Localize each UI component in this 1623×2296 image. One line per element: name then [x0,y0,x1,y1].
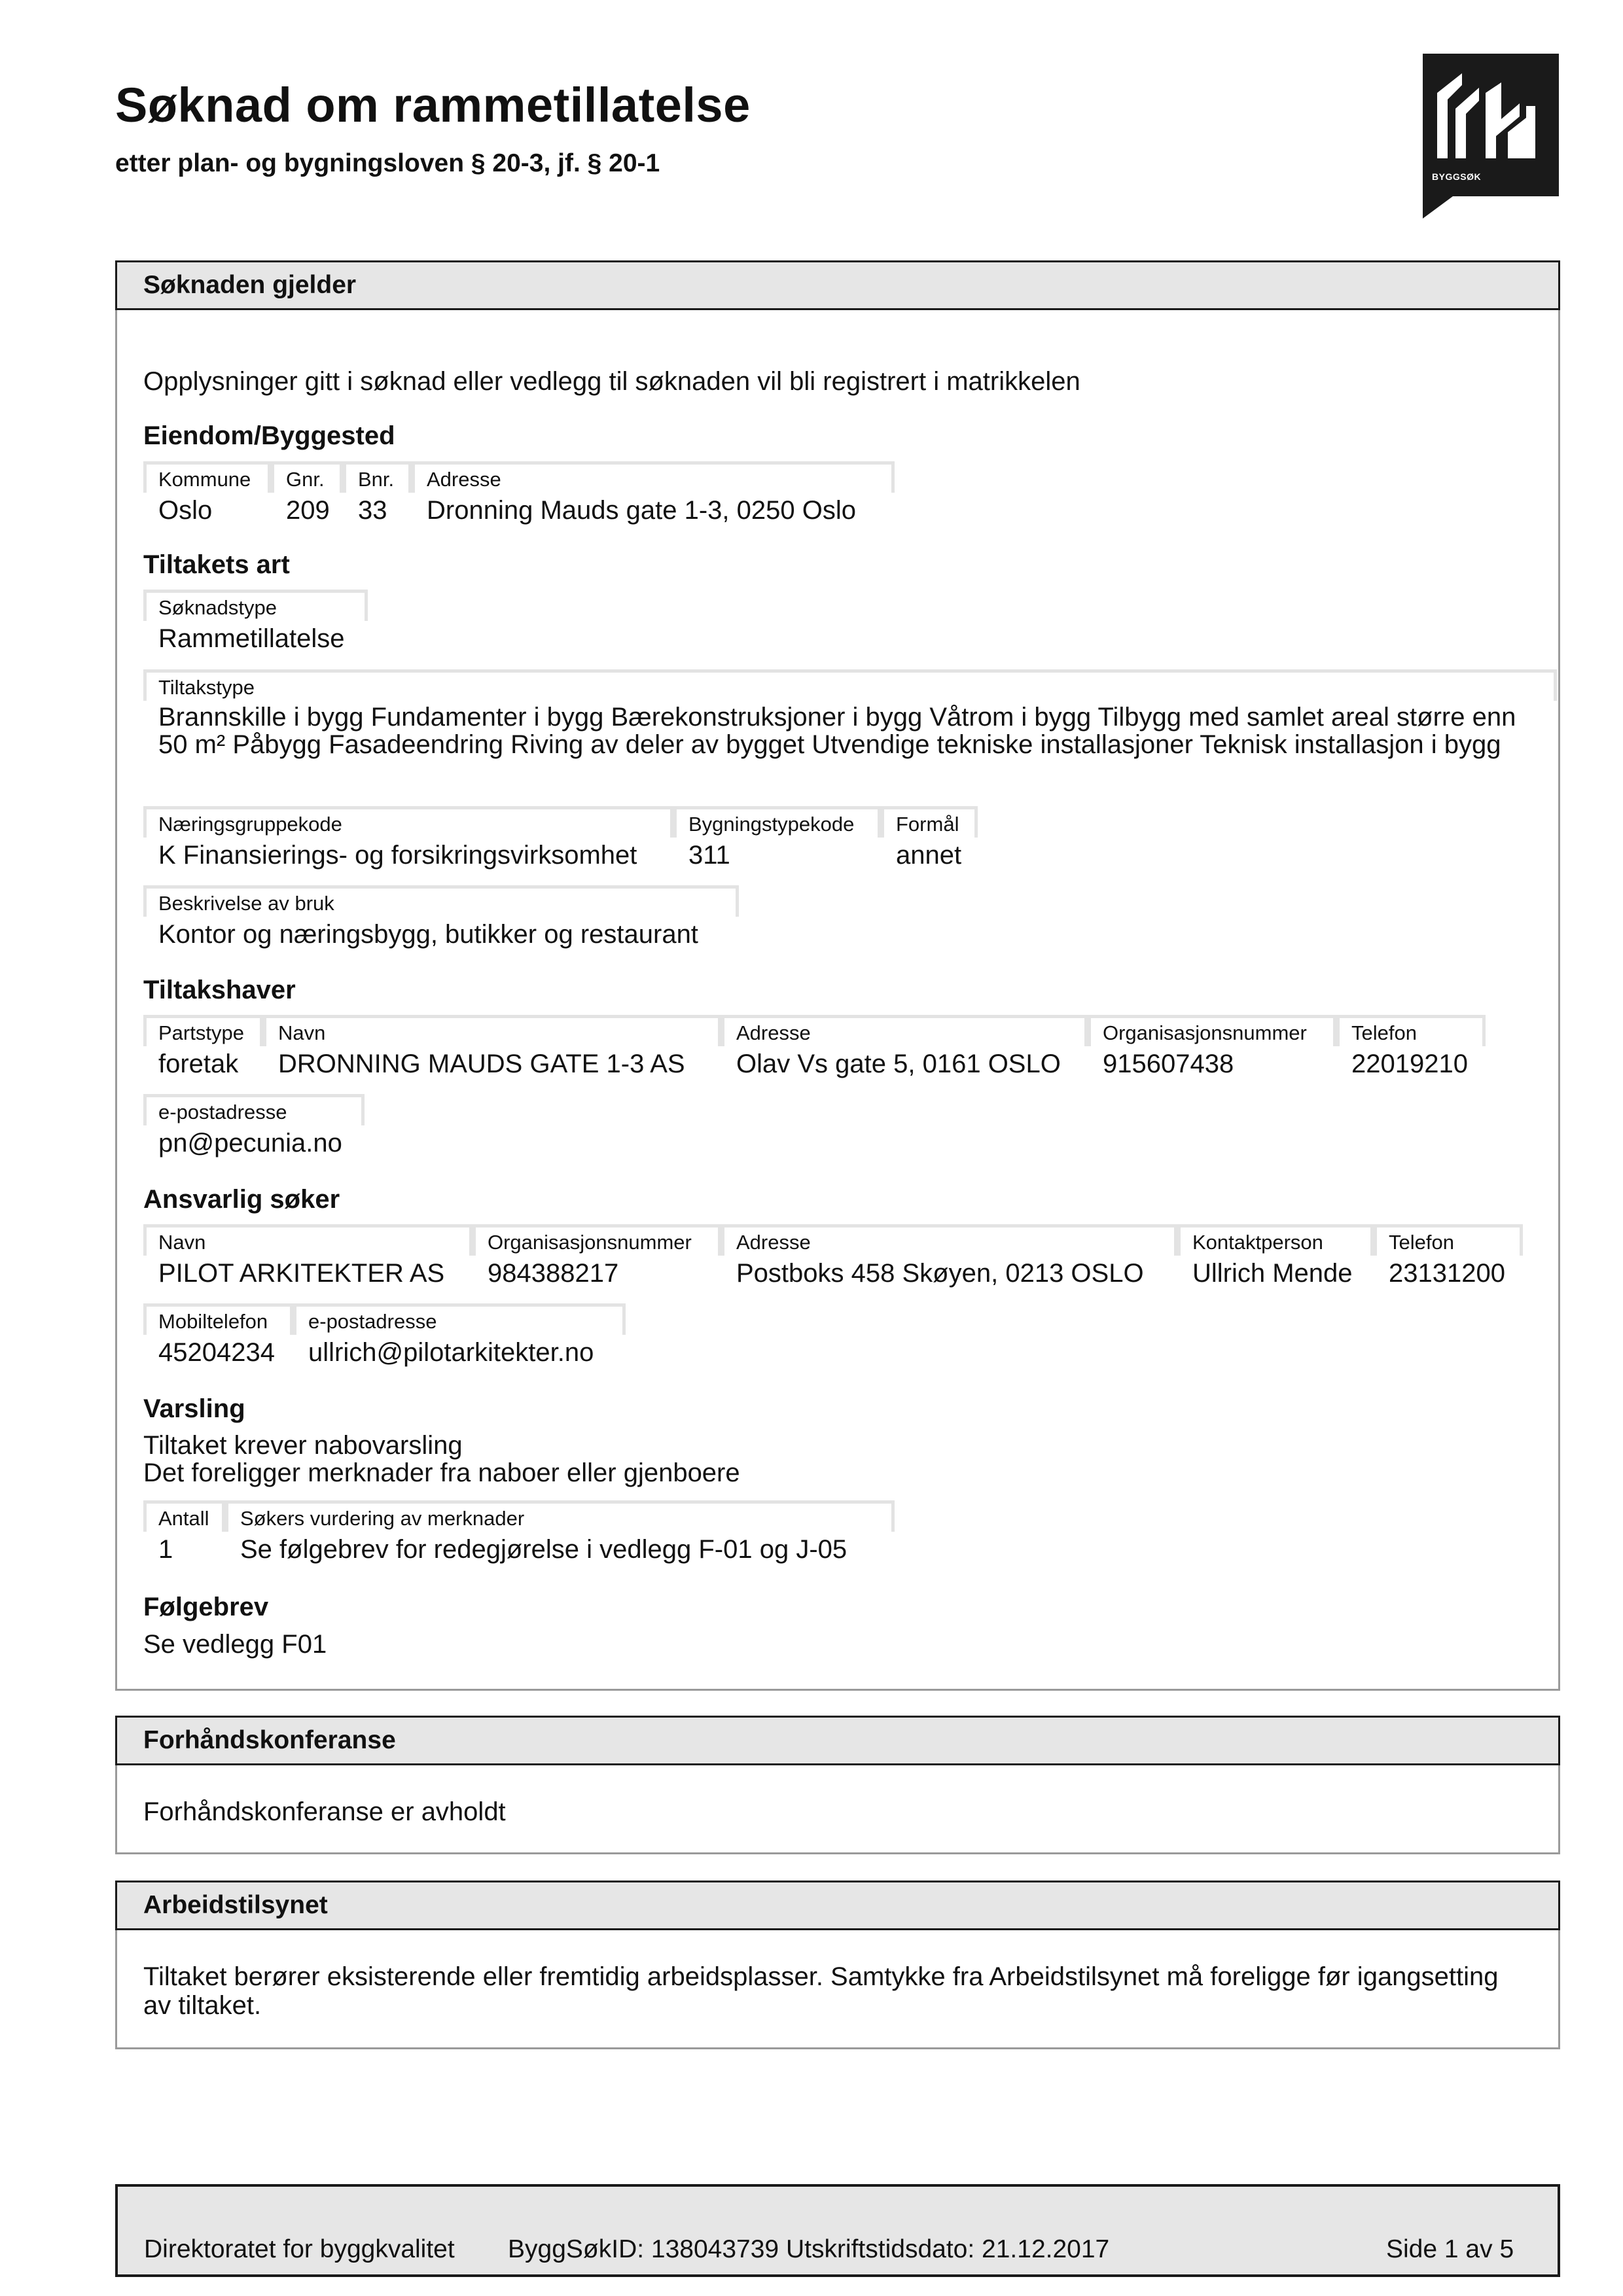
tiltakstype-field [143,669,1557,758]
field-value: PILOT ARKITEKTER AS [158,1259,445,1288]
field-value: Se følgebrev for redegjørelse i vedlegg F-01 og J-05 [240,1535,847,1564]
field-value: Ullrich Mende [1192,1259,1353,1288]
soker-epost-field [293,1303,626,1368]
antall-field [143,1500,225,1564]
bnr-field [343,461,412,525]
gnr-field [271,461,343,525]
forhandskonferanse-text: Forhåndskonferanse er avholdt [143,1797,506,1826]
field-value: DRONNING MAUDS GATE 1-3 AS [278,1050,685,1078]
field-label: Kontaktperson [1177,1224,1374,1256]
field-value: Brannskille i bygg Fundamenter i bygg Bærekonstruksjoner i bygg Våtrom i bygg Tilbygg med samlet areal større enn 50 m² Påbygg Fasadeendring Riving av deler av bygget Utvendige tekniske installasjoner Teknisk installasjon i bygg [158,703,1516,759]
ansvarlig-soker-title: Ansvarlig søker [143,1185,340,1214]
field-value: 1 [158,1535,173,1564]
soker-adresse-field [721,1224,1177,1288]
beskrivelse-field [143,885,739,949]
section-forhandskonferanse [115,1716,1560,1854]
tiltakshaver-navn-field [263,1015,721,1079]
field-label: Adresse [721,1015,1088,1046]
bygningstypekode-field [673,806,881,870]
kommune-field [143,461,271,525]
field-label: Kommune [143,461,271,493]
field-label: Mobiltelefon [143,1303,293,1335]
varsling-line2: Det foreligger merknader fra naboer eller gjenboere [143,1458,740,1487]
field-value: ullrich@pilotarkitekter.no [308,1338,594,1367]
field-label: Organisasjonsnummer [473,1224,721,1256]
field-label: Adresse [721,1224,1177,1256]
partstype-field [143,1015,263,1079]
tiltakets-art-title: Tiltakets art [143,550,290,579]
naeringsgruppekode-field [143,806,673,870]
byggsok-logo [1423,54,1559,196]
section-soknaden-gjelder [115,260,1560,1691]
footer-page: Side 1 av 5 [1386,2235,1514,2263]
field-label: Søknadstype [143,590,368,621]
field-label: Partstype [143,1015,263,1046]
section-heading: Forhåndskonferanse [115,1716,1560,1765]
field-value: 311 [688,841,730,870]
soker-telefon-field [1374,1224,1523,1288]
field-value: Kontor og næringsbygg, butikker og restaurant [158,920,698,949]
field-label: Adresse [412,461,895,493]
section-heading: Arbeidstilsynet [115,1881,1560,1930]
field-value: Rammetillatelse [158,624,345,653]
field-label: Telefon [1336,1015,1486,1046]
adresse-field [412,461,895,525]
formal-field [881,806,978,870]
field-value: 23131200 [1389,1259,1505,1288]
soker-mobil-field [143,1303,293,1368]
tiltakshaver-title: Tiltakshaver [143,976,296,1004]
field-label: Søkers vurdering av merknader [225,1500,895,1532]
arbeidstilsynet-text: Tiltaket berører eksisterende eller fremtidig arbeidsplasser. Samtykke fra Arbeidstilsynet må foreligge før igangsetting av tiltaket. [143,1962,1499,2020]
logo-text: BYGGSØK [1432,171,1482,182]
field-value: 915607438 [1103,1050,1234,1078]
field-label: Antall [143,1500,225,1532]
varsling-title: Varsling [143,1394,245,1423]
field-label: Beskrivelse av bruk [143,885,739,917]
field-value: 984388217 [488,1259,619,1288]
field-label: Næringsgruppekode [143,806,673,838]
eiendom-title: Eiendom/Byggested [143,421,395,450]
field-label: Navn [263,1015,721,1046]
field-label: Organisasjonsnummer [1088,1015,1336,1046]
folgebrev-text: Se vedlegg F01 [143,1630,327,1659]
section-heading: Søknaden gjelder [115,260,1560,310]
footer-id: ByggSøkID: 138043739 Utskriftstidsdato: 21.12.2017 [508,2235,1110,2263]
field-label: e-postadresse [293,1303,626,1335]
soker-navn-field [143,1224,473,1288]
field-value: 45204234 [158,1338,275,1367]
field-label: Navn [143,1224,473,1256]
tiltakshaver-orgnr-field [1088,1015,1336,1079]
field-value: Postboks 458 Skøyen, 0213 OSLO [736,1259,1144,1288]
field-label: Telefon [1374,1224,1523,1256]
page-footer [115,2184,1560,2277]
tiltakshaver-adresse-field [721,1015,1088,1079]
page-subtitle: etter plan- og bygningsloven § 20-3, jf. § 20-1 [115,149,660,177]
field-label: Bnr. [343,461,412,493]
folgebrev-title: Følgebrev [143,1593,269,1621]
field-value: 209 [286,496,330,525]
soker-kontakt-field [1177,1224,1374,1288]
field-value: foretak [158,1050,239,1078]
varsling-line1: Tiltaket krever nabovarsling [143,1431,463,1460]
footer-org: Direktoratet for byggkvalitet [144,2235,455,2263]
vurdering-field [225,1500,895,1564]
page-title: Søknad om rammetillatelse [115,78,751,132]
field-value: 33 [358,496,387,525]
section-arbeidstilsynet [115,1881,1560,2049]
field-value: Olav Vs gate 5, 0161 OSLO [736,1050,1061,1078]
soknadstype-field [143,590,368,654]
field-value: 22019210 [1351,1050,1468,1078]
tiltakshaver-epost-field [143,1094,365,1158]
field-value: Oslo [158,496,213,525]
tiltakshaver-telefon-field [1336,1015,1486,1079]
field-label: e-postadresse [143,1094,365,1125]
field-value: Dronning Mauds gate 1-3, 0250 Oslo [427,496,856,525]
field-value: K Finansierings- og forsikringsvirksomhet [158,841,637,870]
field-value: annet [896,841,962,870]
soker-orgnr-field [473,1224,721,1288]
field-label: Bygningstypekode [673,806,881,838]
field-label: Gnr. [271,461,343,493]
logo-tab [1423,196,1453,219]
field-value: pn@pecunia.no [158,1129,342,1157]
field-label: Tiltakstype [143,669,1557,701]
intro-text: Opplysninger gitt i søknad eller vedlegg til søknaden vil bli registrert i matrikkelen [143,367,1080,396]
field-label: Formål [881,806,978,838]
